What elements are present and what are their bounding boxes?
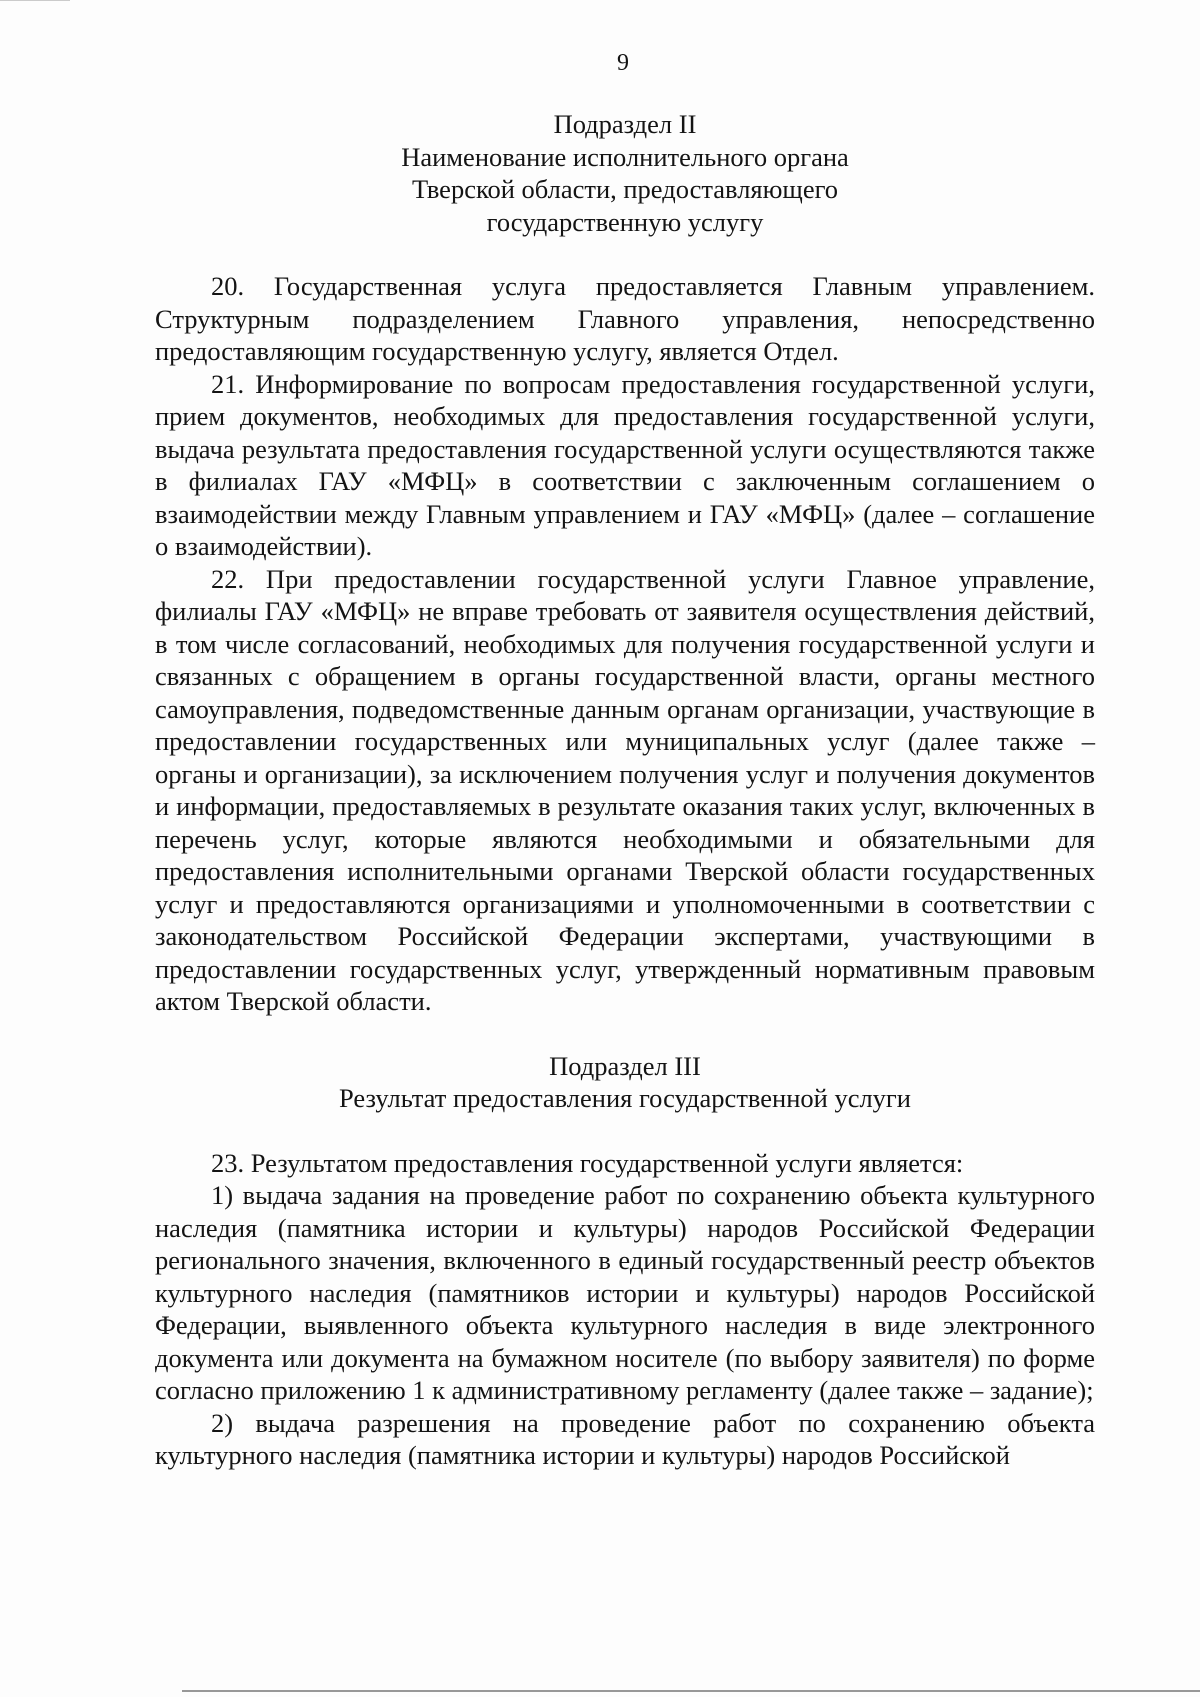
paragraph-20: 20. Государственная услуга предоставляется Главным управлением. Структурным подразделением Главного управления, непосредственно предоставляющим государственную услугу, является Отдел. [155, 271, 1095, 366]
paragraph-23-item-2: 2) выдача разрешения на проведение работ по сохранению объекта культурного наследия (памятника истории и культуры) народов Российской [155, 1407, 1095, 1470]
page-number: 9 [617, 50, 629, 76]
subsection-3-line: Результат предоставления государственной услуги [339, 1083, 911, 1113]
subsection-2-line: государственную услугу [486, 206, 764, 237]
scan-artifact [0, 0, 70, 1]
paragraph-22: 22. При предоставлении государственной услуги Главное управление, филиалы ГАУ «МФЦ» не вправе требовать от заявителя осуществления действий, в том числе согласований, необходимых для получения государственной услуги и связанных с обращением в органы государственной власти, органы местного самоуправления, подведомственные данным органам организации, участвующие в предоставлении государственных или муниципальных услуг (далее также – органы и организации), за исключением получения услуг и получения документов и информации, предоставляемых в результате оказания таких услуг, включенных в перечень услуг, которые являются необходимыми и обязательными для предоставления исполнительными органами Тверской области государственных услуг и предоставляются организациями и уполномоченными в соответствии с законодательством Российской Федерации экспертами, участвующими в предоставлении государственных услуг, утвержденный нормативным правовым актом Тверской области. [155, 563, 1095, 1016]
subsection-2-line: Наименование исполнительного органа [401, 141, 849, 172]
document-body [155, 108, 1095, 1472]
subsection-3-title: Подраздел III [549, 1050, 701, 1081]
subsection-2-heading [155, 108, 1095, 238]
subsection-3-heading [155, 1050, 1095, 1115]
paragraph-21: 21. Информирование по вопросам предоставления государственной услуги, прием документов, необходимых для предоставления государственной услуги, выдача результата предоставления государственной услуги осуществляются также в филиалах ГАУ «МФЦ» в соответствии с заключенным соглашением о взаимодействии между Главным управлением и ГАУ «МФЦ» (далее – соглашение о взаимодействии). [155, 368, 1095, 561]
paragraph-23-item-1: 1) выдача задания на проведение работ по сохранению объекта культурного наследия (памятника истории и культуры) народов Российской Федерации регионального значения, включенного в единый государственный реестр объектов культурного наследия (памятников истории и культуры) народов Российской Федерации, выявленного объекта культурного наследия в виде электронного документа или документа на бумажном носителе (по выбору заявителя) по форме согласно приложению 1 к административному регламенту (далее также – задание); [155, 1180, 1095, 1405]
scan-artifact [182, 1690, 1200, 1692]
subsection-2-line: Тверской области, предоставляющего [411, 174, 839, 204]
subsection-2-title: Подраздел II [553, 109, 697, 139]
paragraph-23: 23. Результатом предоставления государственной услуги является: [211, 1147, 964, 1178]
